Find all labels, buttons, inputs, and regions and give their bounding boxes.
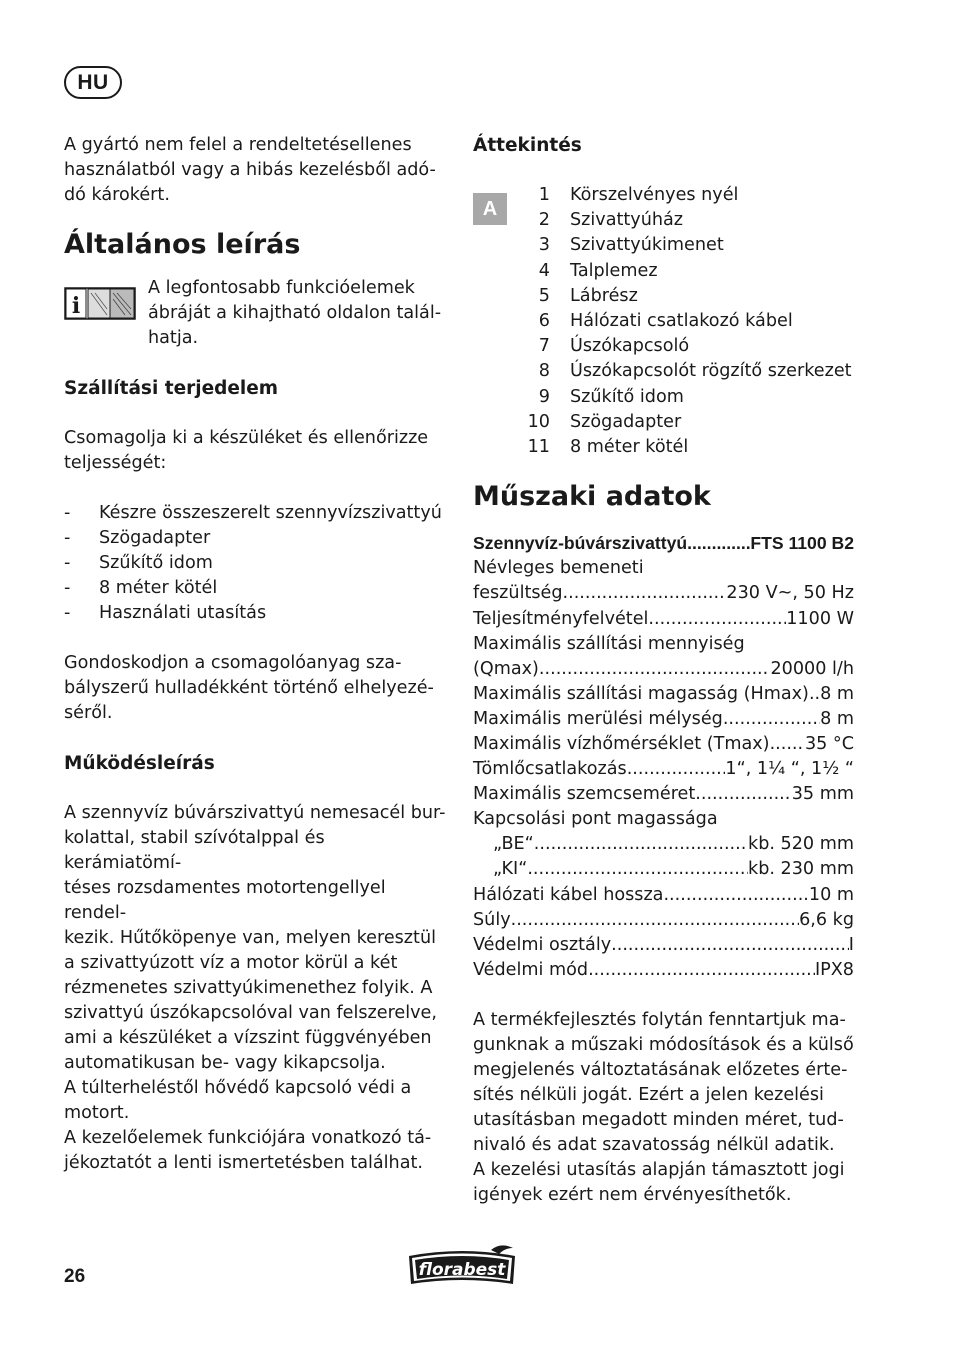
overview-item-number: 9 bbox=[538, 386, 550, 407]
text-line: kolattal, stabil szívótalppal és kerámiatömí- bbox=[64, 828, 325, 873]
text-line: hatja. bbox=[148, 328, 199, 348]
spec-label: Maximális vízhőmérséklet (Tmax) bbox=[473, 733, 770, 754]
list-item: - Szűkítő idom bbox=[64, 553, 213, 573]
spec-label: feszültség bbox=[473, 583, 563, 604]
spec-value: 1“, 1¼ “, 1½ “ bbox=[725, 759, 854, 780]
text-line: igények ezért nem érvényesíthetők. bbox=[473, 1184, 792, 1205]
text-line: dó károkért. bbox=[64, 185, 170, 205]
spec-row bbox=[473, 757, 854, 782]
dot-leader bbox=[663, 883, 808, 908]
spec-row bbox=[473, 607, 854, 632]
spec-label: Maximális merülési mélység bbox=[473, 708, 723, 729]
overview-item-label: Szűkítő idom bbox=[570, 386, 684, 407]
text-line: Gondoskodjon a csomagolóanyag sza- bbox=[64, 653, 402, 673]
overview-list bbox=[515, 183, 852, 460]
overview-item-label: 8 méter kötél bbox=[570, 437, 689, 458]
spec-label: Maximális szállítási mennyiség bbox=[473, 633, 745, 654]
dot-leader bbox=[539, 657, 771, 682]
text-line: A gyártó nem felel a rendeltetésellenes bbox=[64, 135, 412, 155]
text-line: nivaló és adat szavatosság nélkül adatik. bbox=[473, 1134, 835, 1155]
spec-label: Védelmi mód bbox=[473, 959, 589, 980]
spec-value: 8 m bbox=[820, 708, 854, 729]
overview-item bbox=[515, 259, 852, 284]
dot-leader bbox=[527, 857, 748, 882]
text-line: gunknak a műszaki módosítások és a külső bbox=[473, 1034, 854, 1055]
spec-value: kb. 520 mm bbox=[748, 834, 854, 855]
spec-rows bbox=[473, 556, 856, 983]
dot-leader bbox=[627, 757, 726, 782]
dot-leader bbox=[511, 908, 799, 933]
spec-row bbox=[473, 657, 854, 682]
text-line: használatból vagy a hibás kezelésből adó- bbox=[64, 160, 436, 180]
spec-row bbox=[473, 782, 854, 807]
spec-header-label: Szennyvíz-búvárszivattyú bbox=[473, 533, 688, 554]
spec-row bbox=[473, 556, 854, 581]
technical-data-heading: Műszaki adatok bbox=[473, 481, 711, 513]
page-number: 26 bbox=[64, 1266, 86, 1287]
spec-row bbox=[473, 883, 854, 908]
logo-wordmark: florabest bbox=[418, 1260, 506, 1280]
overview-item bbox=[515, 359, 852, 384]
list-item: - 8 méter kötél bbox=[64, 578, 218, 598]
spec-value: 20000 l/h bbox=[770, 658, 854, 679]
spec-label: „KI“ bbox=[493, 859, 528, 880]
overview-heading: Áttekintés bbox=[473, 135, 582, 156]
spec-label: Tömlőcsatlakozás bbox=[473, 759, 627, 780]
dot-leader bbox=[588, 958, 815, 983]
text-line: sítés nélküli jogát. Ezért a jelen kezelési bbox=[473, 1084, 824, 1105]
spec-label: „BE“ bbox=[493, 834, 534, 855]
overview-item bbox=[515, 410, 852, 435]
overview-item-number: 11 bbox=[527, 437, 550, 458]
dot-leader bbox=[695, 782, 791, 807]
text-line: A túlterheléstől hővédő kapcsoló védi a bbox=[64, 1078, 412, 1098]
closing-paragraph bbox=[473, 1008, 856, 1208]
spec-label: (Qmax) bbox=[473, 658, 539, 679]
overview-item bbox=[515, 435, 852, 460]
spec-label: Maximális szemcseméret bbox=[473, 784, 696, 805]
spec-row bbox=[473, 581, 854, 606]
dot-leader bbox=[723, 707, 820, 732]
text-line: A legfontosabb funkcióelemek bbox=[148, 278, 415, 298]
dot-leader bbox=[563, 581, 727, 606]
overview-item-number: 7 bbox=[538, 336, 550, 357]
text-line: megjelenés változtatásának előzetes érte- bbox=[473, 1059, 848, 1080]
dot-leader bbox=[770, 732, 805, 757]
text-line: szivattyú úszókapcsolóval van felszerelve, bbox=[64, 1003, 437, 1023]
overview-list-block bbox=[473, 183, 856, 460]
spec-row bbox=[473, 632, 854, 657]
text-line: rézmenetes szivattyúkimenethez folyik. A bbox=[64, 978, 433, 998]
spec-row bbox=[473, 933, 854, 958]
svg-text:i: i bbox=[71, 293, 81, 319]
overview-item bbox=[515, 334, 852, 359]
florabest-logo bbox=[405, 1244, 519, 1288]
text-line: utasításban megadott minden méret, tud- bbox=[473, 1109, 844, 1130]
spec-row bbox=[473, 857, 854, 882]
spec-label: Kapcsolási pont magassága bbox=[473, 809, 718, 830]
overview-item-label: Úszókapcsolót rögzítő szerkezet bbox=[570, 361, 852, 382]
overview-item-label: Szivattyúház bbox=[570, 210, 684, 231]
right-column bbox=[473, 133, 856, 1208]
language-badge: HU bbox=[64, 66, 122, 99]
overview-item bbox=[515, 208, 852, 233]
spec-label: Súly bbox=[473, 909, 511, 930]
list-item: - Használati utasítás bbox=[64, 603, 267, 623]
overview-item-number: 5 bbox=[538, 285, 550, 306]
list-item: - Szögadapter bbox=[64, 528, 211, 548]
text-line: teljességét: bbox=[64, 453, 167, 473]
overview-item-number: 1 bbox=[538, 185, 550, 205]
spec-value: 230 V~, 50 Hz bbox=[726, 583, 854, 604]
overview-item-number: 2 bbox=[538, 210, 550, 231]
spec-label: Maximális szállítási magasság (Hmax) bbox=[473, 683, 809, 704]
info-note bbox=[64, 276, 446, 351]
info-book-icon bbox=[64, 280, 136, 320]
spec-row bbox=[473, 908, 854, 933]
overview-item-label: Úszókapcsoló bbox=[570, 336, 690, 357]
list-item: - Készre összeszerelt szennyvízszivattyú bbox=[64, 503, 442, 523]
overview-item-number: 6 bbox=[538, 311, 550, 332]
spec-label: Védelmi osztály bbox=[473, 934, 612, 955]
spec-value: kb. 230 mm bbox=[748, 859, 854, 880]
spec-label: Hálózati kábel hossza bbox=[473, 884, 664, 905]
spec-row bbox=[473, 807, 854, 832]
text-line: A kezelőelemek funkciójára vonatkozó tá- bbox=[64, 1128, 432, 1148]
dot-leader bbox=[687, 531, 750, 556]
text-line: Csomagolja ki a készüléket és ellenőrizze bbox=[64, 428, 429, 448]
overview-item-label: Szivattyúkimenet bbox=[570, 235, 724, 256]
spec-value: 6,6 kg bbox=[799, 909, 854, 930]
overview-item-label: Körszelvényes nyél bbox=[570, 185, 739, 205]
text-line: A termékfejlesztés folytán fenntartjuk ma- bbox=[473, 1009, 846, 1030]
left-column bbox=[64, 133, 446, 1176]
overview-item-number: 3 bbox=[538, 235, 550, 256]
info-note-text bbox=[148, 276, 441, 351]
text-line: A szennyvíz búvárszivattyú nemesacél bur- bbox=[64, 803, 446, 823]
overview-item-label: Talplemez bbox=[570, 260, 658, 281]
overview-item bbox=[515, 233, 852, 258]
text-line: jékoztatót a lenti ismertetésben találhat. bbox=[64, 1153, 423, 1173]
delivery-intro bbox=[64, 426, 446, 476]
spec-table bbox=[473, 531, 856, 983]
spec-row bbox=[473, 958, 854, 983]
function-description-heading: Működésleírás bbox=[64, 753, 215, 774]
delivery-scope-heading: Szállítási terjedelem bbox=[64, 378, 279, 399]
spec-header-value: FTS 1100 B2 bbox=[750, 533, 854, 554]
overview-item-number: 8 bbox=[538, 361, 550, 382]
dot-leader bbox=[809, 682, 820, 707]
text-line: séről. bbox=[64, 703, 113, 723]
spec-label: Teljesítményfelvétel bbox=[473, 608, 649, 629]
general-description-heading: Általános leírás bbox=[64, 229, 301, 260]
spec-value: I bbox=[848, 934, 854, 955]
overview-item bbox=[515, 309, 852, 334]
spec-row bbox=[473, 707, 854, 732]
delivery-list bbox=[64, 501, 446, 626]
overview-item-label: Hálózati csatlakozó kábel bbox=[570, 311, 793, 332]
overview-item-label: Lábrész bbox=[570, 285, 638, 306]
spec-label: Névleges bemeneti bbox=[473, 558, 644, 579]
text-line: a szivattyúzott víz a motor körül a két bbox=[64, 953, 398, 973]
dot-leader bbox=[648, 607, 786, 632]
spec-value: 35 °C bbox=[804, 733, 854, 754]
text-line: A kezelési utasítás alapján támasztott jogi bbox=[473, 1159, 845, 1180]
text-line: bályszerű hulladékként történő elhelyezé- bbox=[64, 678, 434, 698]
text-line: ábráját a kihajtható oldalon talál- bbox=[148, 303, 442, 323]
spec-value: IPX8 bbox=[814, 959, 854, 980]
spec-row bbox=[473, 832, 854, 857]
overview-item-label: Szögadapter bbox=[570, 411, 682, 432]
overview-item bbox=[515, 183, 852, 208]
text-line: téses rozsdamentes motortengellyel rendel- bbox=[64, 878, 386, 923]
spec-value: 8 m bbox=[820, 683, 854, 704]
disposal-paragraph bbox=[64, 651, 446, 726]
text-line: automatikusan be- vagy kikapcsolja. bbox=[64, 1053, 386, 1073]
spec-header-row bbox=[473, 531, 854, 556]
overview-item-number: 10 bbox=[527, 411, 550, 432]
dot-leader bbox=[611, 933, 849, 958]
text-line: ami a készüléket a vízszint függvényében bbox=[64, 1028, 432, 1048]
dot-leader bbox=[534, 832, 748, 857]
spec-value: 1100 W bbox=[786, 608, 854, 629]
spec-row bbox=[473, 682, 854, 707]
spec-value: 10 m bbox=[808, 884, 854, 905]
overview-item-number: 4 bbox=[538, 260, 550, 281]
function-paragraph bbox=[64, 801, 446, 1176]
text-line: kezik. Hűtőköpenye van, melyen keresztül bbox=[64, 928, 436, 948]
spec-row bbox=[473, 732, 854, 757]
text-line: motort. bbox=[64, 1103, 130, 1123]
figure-a-badge: A bbox=[473, 193, 507, 225]
spec-value: 35 mm bbox=[791, 784, 854, 805]
overview-item bbox=[515, 284, 852, 309]
overview-item bbox=[515, 385, 852, 410]
intro-paragraph bbox=[64, 133, 446, 208]
